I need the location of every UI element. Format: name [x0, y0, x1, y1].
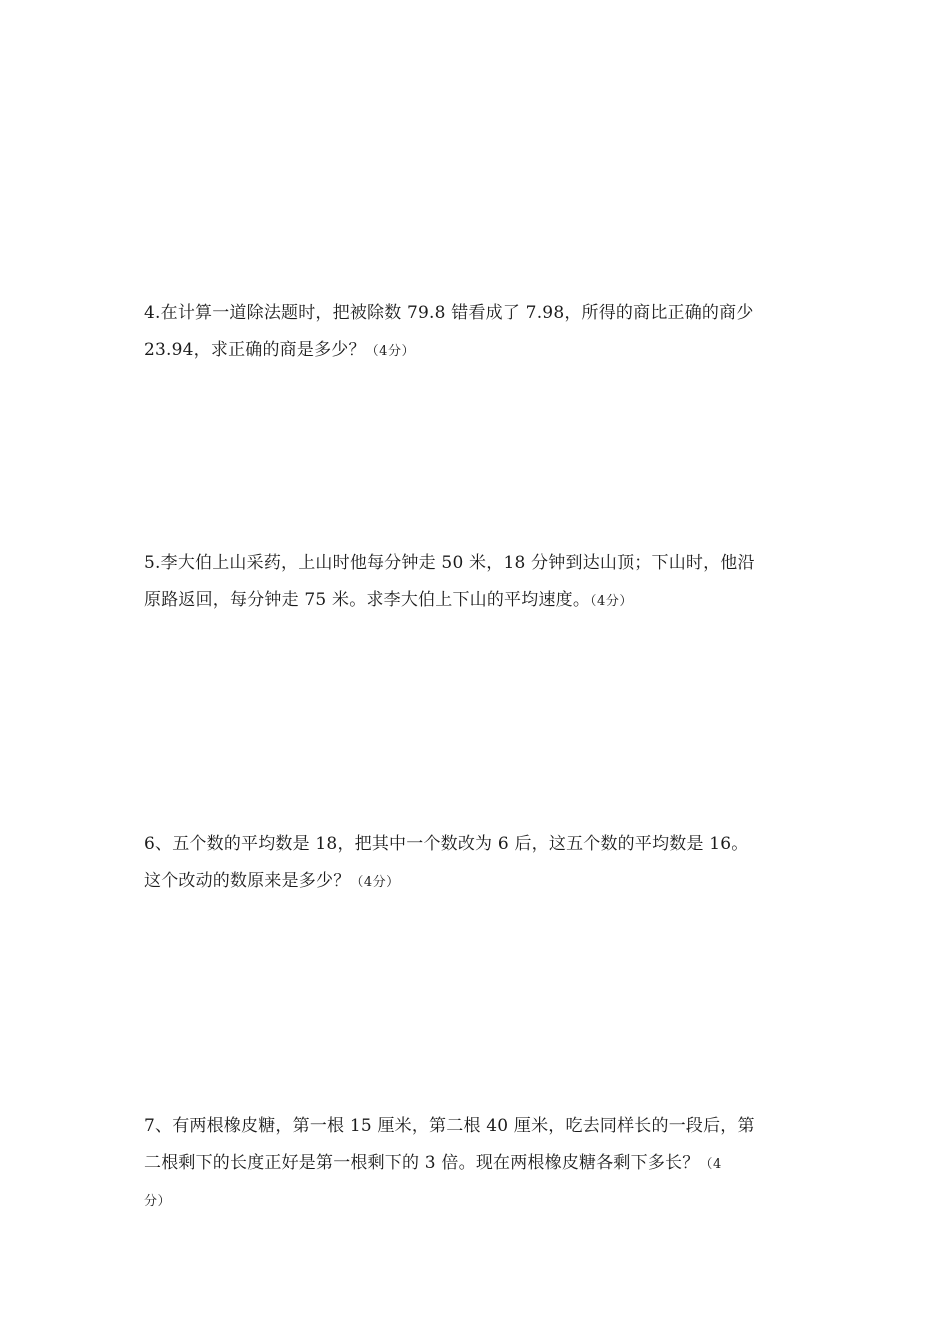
problem-4-line-2 — [144, 332, 814, 370]
problem-6-score: （4分） — [350, 875, 400, 890]
problem-4-text: 23.94，求正确的商是多少？ — [144, 340, 366, 360]
problem-5 — [144, 545, 814, 620]
problem-5-score: （4分） — [590, 594, 633, 609]
problem-5-line-1: 5.李大伯上山采药，上山时他每分钟走 50 米，18 分钟到达山顶；下山时，他沿 — [144, 553, 755, 573]
problem-4-score: （4分） — [365, 344, 415, 359]
problem-6-line-2 — [144, 863, 814, 901]
problem-7-line-2 — [144, 1145, 814, 1183]
problem-5-line-2 — [144, 582, 814, 620]
problem-7 — [144, 1108, 814, 1220]
problem-4-line-1: 4.在计算一道除法题时，把被除数 79.8 错看成了 7.98，所得的商比正确的商少 — [144, 303, 754, 323]
problem-7-score-part-1: （4 — [699, 1157, 722, 1172]
problem-6-text: 这个改动的数原来是多少？ — [144, 871, 351, 891]
problem-7-text: 二根剩下的长度正好是第一根剩下的 3 倍。现在两根橡皮糖各剩下多长？ — [144, 1153, 700, 1173]
problem-4 — [144, 295, 814, 370]
problem-6 — [144, 826, 814, 901]
problem-6-line-1: 6、五个数的平均数是 18，把其中一个数改为 6 后，这五个数的平均数是 16。 — [144, 834, 749, 854]
problem-7-line-1: 7、有两根橡皮糖，第一根 15 厘米，第二根 40 厘米，吃去同样长的一段后，第 — [144, 1116, 755, 1136]
problem-7-score-part-2: 分） — [144, 1194, 172, 1209]
problem-5-text: 原路返回，每分钟走 75 米。求李大伯上下山的平均速度。 — [144, 590, 591, 610]
